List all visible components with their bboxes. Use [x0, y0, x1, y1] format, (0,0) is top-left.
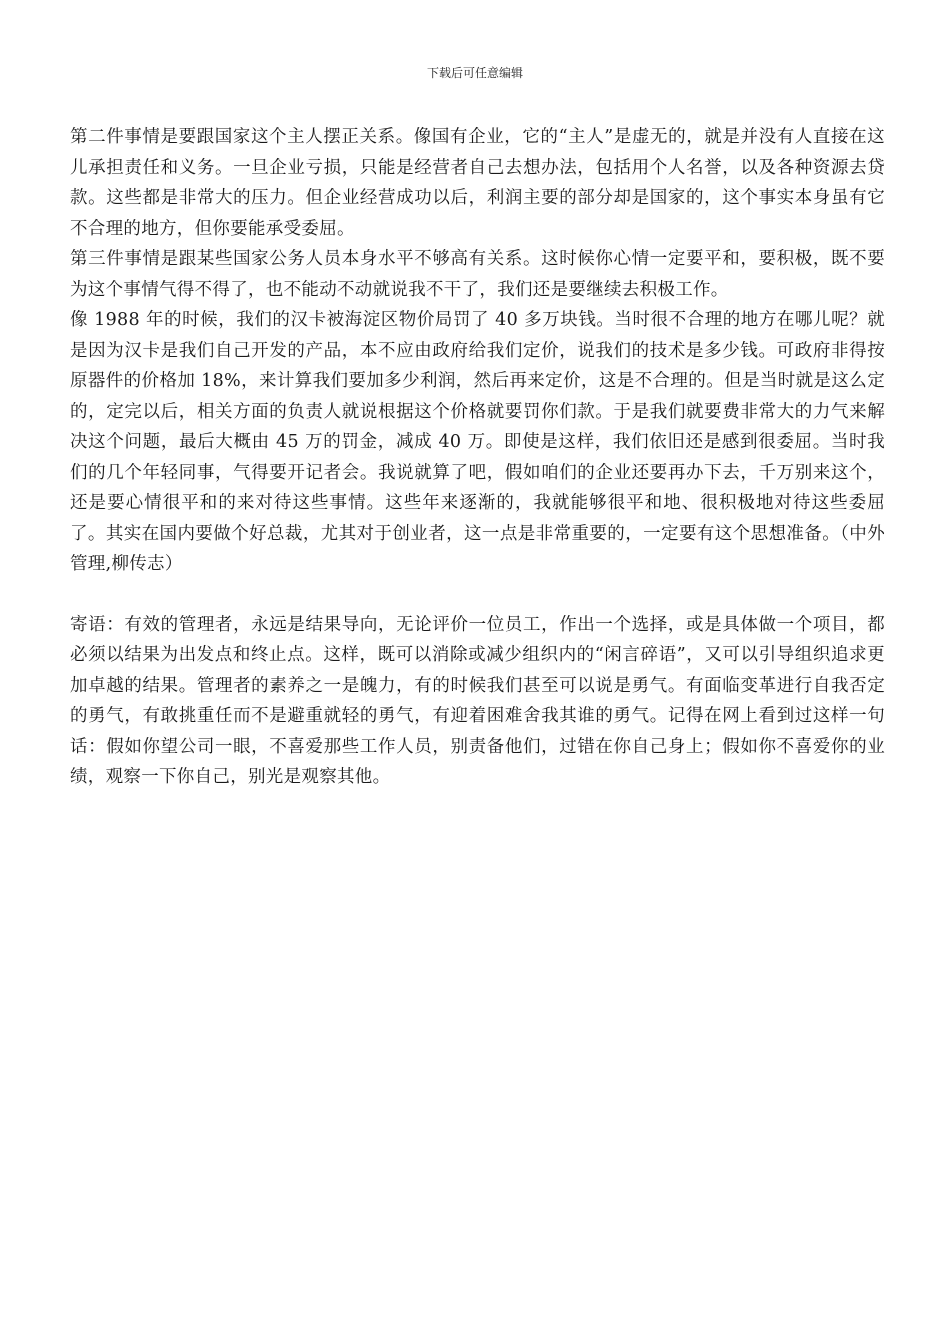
paragraph-second-matter: 第二件事情是要跟国家这个主人摆正关系。像国有企业，它的“主人”是虚无的，就是并没有人直接在这儿承担责任和义务。一旦企业亏损，只能是经营者自己去想办法，包括用个人名誉，以及各种资源去贷款。这些都是非常大的压力。但企业经营成功以后，利润主要的部分却是国家的，这个事实本身虽有它不合理的地方，但你要能承受委屈。 [70, 127, 885, 239]
paragraph-spacer [70, 580, 885, 610]
page-header: 下载后可任意编辑 [426, 66, 523, 80]
paragraph-1988-example: 像 1988 年的时候，我们的汉卡被海淀区物价局罚了 40 多万块钱。当时很不合理的地方在哪儿呢？就是因为汉卡是我们自己开发的产品，本不应由政府给我们定价，说我们的技术是多少钱。可政府非得按原器件的价格加 18%，来计算我们要加多少利润，然后再来定价，这是不合理的。但是当时就是这么定的，定完以后，相关方面的负责人就说根据这个价格就要罚你们款。于是我们就要费非常大的力气来解决这个问题，最后大概由 45 万的罚金，减成 40 万。即使是这样，我们依旧还是感到很委屈。当时我们的几个年轻同事，气得要开记者会。我说就算了吧，假如咱们的企业还要再办下去，千万别来这个，还是要心情很平和的来对待这些事情。这些年来逐渐的，我就能够很平和地、很积极地对待这些委屈了。其实在国内要做个好总裁，尤其对于创业者，这一点是非常重要的，一定要有这个思想准备。（中外管理,柳传志） [70, 310, 885, 574]
paragraph-closing-message: 寄语：有效的管理者，永远是结果导向，无论评价一位员工，作出一个选择，或是具体做一个项目，都必须以结果为出发点和终止点。这样，既可以消除或减少组织内的“闲言碎语”，又可以引导组织追求更加卓越的结果。管理者的素养之一是魄力，有的时候我们甚至可以说是勇气。有面临变革进行自我否定的勇气，有敢挑重任而不是避重就轻的勇气，有迎着困难舍我其谁的勇气。记得在网上看到过这样一句话：假如你望公司一眼，不喜爱那些工作人员，别责备他们，过错在你自己身上；假如你不喜爱你的业绩，观察一下你自己，别光是观察其他。 [70, 614, 885, 787]
document-body [70, 122, 885, 793]
paragraph-third-matter: 第三件事情是跟某些国家公务人员本身水平不够高有关系。这时候你心情一定要平和，要积极，既不要为这个事情气得不得了，也不能动不动就说我不干了，我们还是要继续去积极工作。 [70, 249, 885, 300]
